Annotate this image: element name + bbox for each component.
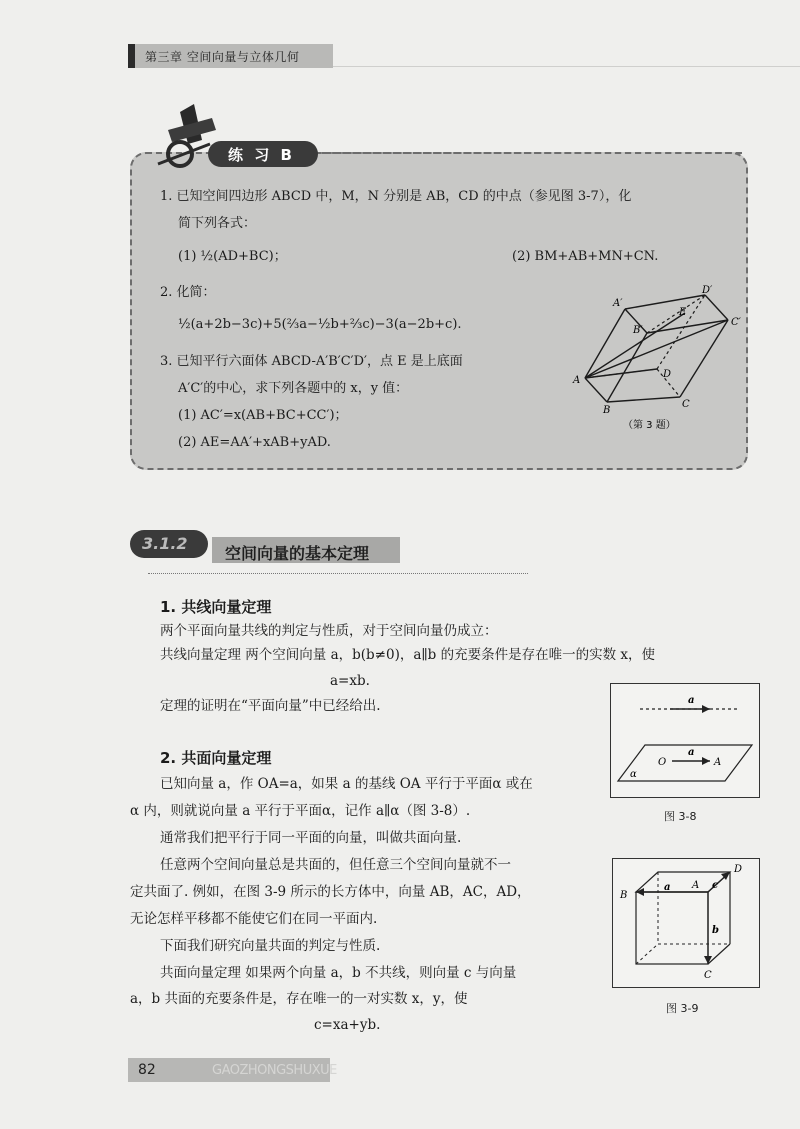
figure-3-8-caption: 图 3-8 — [664, 810, 697, 823]
label-a-prime: A′ — [613, 298, 623, 309]
subheading-collinear: 1. 共线向量定理 — [160, 598, 272, 616]
footer-brand: GAOZHONGSHUXUE — [212, 1063, 337, 1078]
label-c-prime: C′ — [731, 317, 741, 328]
exercise-title: 练 习 B — [228, 146, 295, 164]
fig39-vector-b: b — [712, 925, 719, 936]
paragraph-11: 下面我们研究向量共面的判定与性质. — [160, 938, 381, 954]
paragraph-10: 无论怎样平移都不能使它们在同一平面内. — [130, 911, 378, 927]
fig39-point-a: A — [692, 880, 700, 891]
label-c: C — [682, 399, 690, 410]
label-d: D — [663, 369, 672, 380]
paragraph-5: 已知向量 a，作 OA=a，如果 a 的基线 OA 平行于平面α 或在 — [160, 776, 533, 792]
fig39-vector-a: a — [664, 882, 671, 893]
fig38-plane-alpha: α — [630, 769, 637, 780]
chapter-title: 第三章 空间向量与立体几何 — [145, 50, 300, 64]
figure-caption: （第 3 题） — [623, 420, 676, 430]
exercise-q3-part1: (1) AC′=x(AB+BC+CC′)； — [178, 408, 348, 423]
fig39-vector-c: c — [712, 880, 719, 891]
paragraph-1: 两个平面向量共线的判定与性质，对于空间向量仍成立： — [160, 623, 498, 639]
fig39-point-b: B — [620, 890, 628, 901]
paragraph-2: 共线向量定理 两个空间向量 a，b(b≠0)，a∥b 的充要条件是存在唯一的实数 x，使 — [160, 647, 655, 663]
exercise-q3-line1: 3. 已知平行六面体 ABCD-A′B′C′D′，点 E 是上底面 — [160, 354, 463, 369]
paragraph-13: a，b 共面的充要条件是，存在唯一的一对实数 x，y，使 — [130, 991, 468, 1007]
label-d-prime: D′ — [702, 285, 713, 296]
figure-3-9-caption: 图 3-9 — [666, 1002, 699, 1015]
fig39-point-c: C — [704, 970, 712, 981]
paragraph-4: 定理的证明在“平面向量”中已经给出. — [160, 698, 381, 714]
label-b: B — [603, 405, 611, 416]
fig38-vector-a-mid: a — [688, 747, 695, 758]
exercise-q2-line1: 2. 化简： — [160, 285, 216, 300]
paragraph-7: 通常我们把平行于同一平面的向量，叫做共面向量. — [160, 830, 462, 846]
paragraph-6: α 内，则就说向量 a 平行于平面α，记作 a∥α（图 3-8）. — [130, 803, 471, 819]
label-b-prime: B′ — [633, 325, 643, 336]
figure-3-8 — [610, 683, 760, 798]
subheading-coplanar: 2. 共面向量定理 — [160, 749, 272, 767]
fig38-point-o: O — [658, 757, 667, 768]
paragraph-3: a=xb. — [330, 673, 370, 689]
fig39-point-d: D — [734, 864, 743, 875]
exercise-q1-line2: 简下列各式： — [178, 216, 257, 231]
paragraph-8: 任意两个空间向量总是共面的，但任意三个空间向量就不一 — [160, 857, 511, 873]
exercise-q3-line2: A′C′的中心，求下列各题中的 x，y 值： — [178, 381, 409, 396]
paragraph-9: 定共面了. 例如，在图 3-9 所示的长方体中，向量 AB，AC，AD， — [130, 884, 531, 900]
section-title: 空间向量的基本定理 — [225, 544, 370, 563]
chapter-header-stripe — [128, 44, 135, 68]
exercise-q1-line1: 1. 已知空间四边形 ABCD 中，M，N 分别是 AB，CD 的中点（参见图 3-7），化 — [160, 189, 632, 204]
paragraph-12: 共面向量定理 如果两个向量 a，b 不共线，则向量 c 与向量 — [160, 965, 517, 981]
section-number: 3.1.2 — [142, 534, 188, 553]
page-number: 82 — [138, 1062, 156, 1078]
figure-3-9 — [612, 858, 760, 988]
exercise-q2-expression: ½(a+2b−3c)+5(⅔a−½b+⅔c)−3(a−2b+c). — [178, 317, 462, 332]
label-a: A — [573, 375, 581, 386]
fig38-vector-a-top: a — [688, 695, 695, 706]
section-divider — [148, 573, 528, 574]
paragraph-14: c=xa+yb. — [314, 1017, 381, 1033]
exercise-q3-part2: (2) AE=AA′+xAB+yAD. — [178, 435, 331, 450]
exercise-q1-part1: (1) ½(AD+BC)； — [178, 249, 287, 264]
label-e: E — [679, 307, 687, 318]
exercise-top-border — [322, 152, 742, 154]
parallelepiped-figure — [565, 285, 745, 430]
fig38-point-a: A — [714, 757, 722, 768]
exercise-q1-part2: (2) BM+AB+MN+CN. — [512, 249, 659, 264]
